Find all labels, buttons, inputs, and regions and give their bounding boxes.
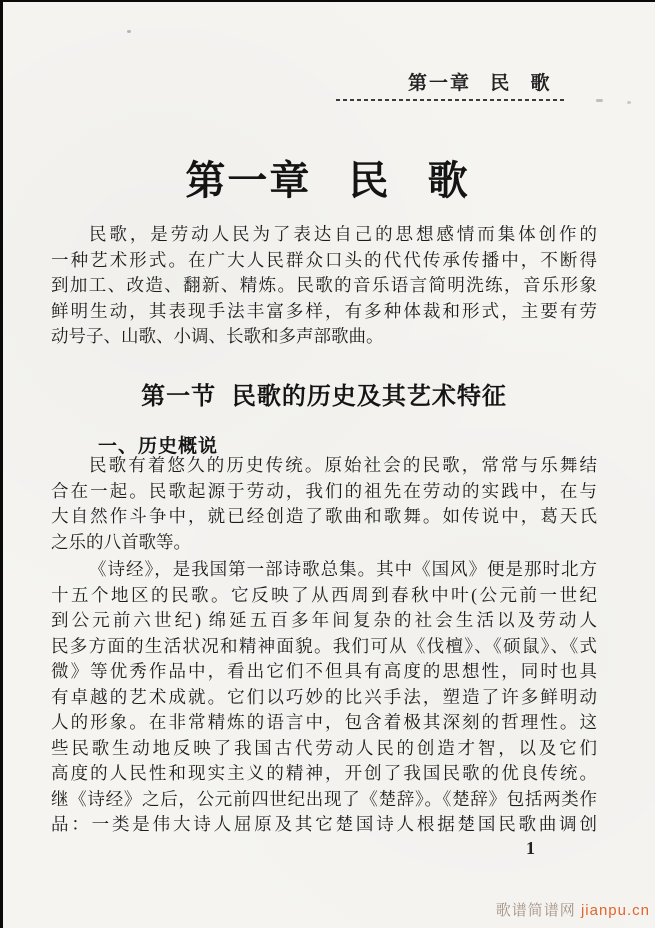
chapter-title: 第一章 民 歌 <box>185 159 470 203</box>
text-line: 继《诗经》之后，公元前四世纪出现了《楚辞》。《楚辞》包括两类作 <box>51 788 597 809</box>
text-line: 之乐的八首歌等。 <box>51 531 191 552</box>
text-line: 大自然作斗争中，就已经创造了歌曲和歌舞。如传说中，葛天氏 <box>51 506 597 526</box>
history-paragraph-1 <box>51 453 597 555</box>
watermark-site-name: 歌谱简谱网 <box>495 902 576 919</box>
text-line: 十五个地区的民歌。它反映了从西周到春秋中叶(公元前一世纪 <box>51 584 597 605</box>
text-line: 一种艺术形式。在广大人民群众口头的代代传承传播中，不断得 <box>51 249 597 270</box>
scan-speck <box>127 30 131 33</box>
text-line: 到加工、改造、翻新、精炼。民歌的音乐语言简明洗练，音乐形象 <box>51 275 597 295</box>
watermark <box>496 899 650 920</box>
text-line: 鲜明生动，其表现手法丰富多样，有多种体裁和形式，主要有劳 <box>51 300 597 321</box>
watermark-site-url: jianpu.cn <box>580 902 650 919</box>
page-number: 1 <box>526 838 535 858</box>
scan-edge-top <box>0 0 655 2</box>
text-line: 些民歌生动地反映了我国古代劳动人民的创造才智，以及它们 <box>51 737 597 758</box>
text-line: 微》等优秀作品中，看出它们不但具有高度的思想性，同时也具 <box>51 661 597 681</box>
header-dashed-rule <box>336 99 564 101</box>
text-line: 《诗经》，是我国第一部诗歌总集。其中《国风》便是那时北方 <box>89 559 597 579</box>
text-line: 民歌，是劳动人民为了表达自己的思想感情而集体创作的 <box>89 224 597 244</box>
text-line: 品：一类是伟大诗人屈原及其它楚国诗人根据楚国民歌曲调创 <box>51 814 597 834</box>
text-line: 合在一起。民歌起源于劳动，我们的祖先在劳动的实践中，在与 <box>51 480 597 501</box>
text-line: 民歌有着悠久的历史传统。原始社会的民歌，常常与乐舞结 <box>89 455 597 475</box>
running-header: 第一章 民 歌 <box>408 73 552 94</box>
text-line: 高度的人民性和现实主义的精神，开创了我国民歌的优良传统。 <box>51 763 597 783</box>
text-line: 人的形象。在非常精炼的语言中，包含着极其深刻的哲理性。这 <box>51 712 597 732</box>
subsection-heading: 一、历史概说 <box>98 436 219 457</box>
text-line: 民多方面的生活状况和精神面貌。我们可从《伐檀》、《硕鼠》、《式 <box>51 635 597 656</box>
text-line: 动号子、山歌、小调、长歌和多声部歌曲。 <box>51 326 384 346</box>
text-line: 到公元前六世纪) 绵延五百多年间复杂的社会生活以及劳动人 <box>51 610 597 630</box>
text-line: 有卓越的艺术成就。它们以巧妙的比兴手法，塑造了许多鲜明动 <box>51 686 597 707</box>
scan-edge-left <box>0 0 3 928</box>
scan-speck <box>627 101 631 104</box>
section-heading: 第一节 民歌的历史及其艺术特征 <box>141 383 507 410</box>
intro-paragraph <box>51 222 597 350</box>
history-paragraph-2 <box>51 557 597 838</box>
scan-speck <box>596 99 603 102</box>
